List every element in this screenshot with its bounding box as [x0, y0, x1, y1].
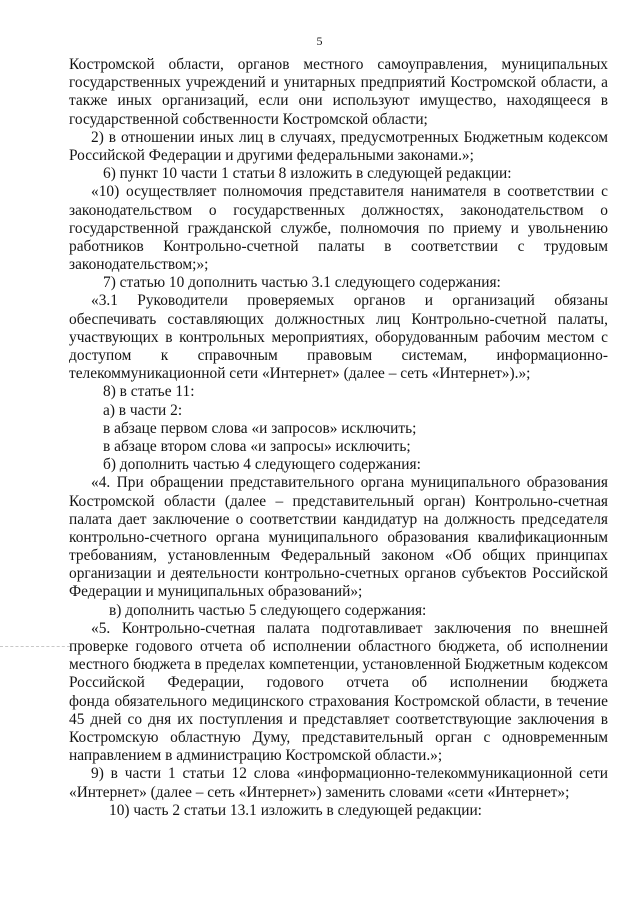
text-line: а) в части 2: [103, 401, 183, 419]
document-body [69, 56, 608, 820]
text-line: «10) осуществляет полномочия представителя нанимателя в соответствии с [91, 183, 608, 201]
text-line: б) дополнить частью 4 следующего содержания: [103, 456, 421, 474]
text-line: Костромскую областную Думу, представительный орган с одновременным [69, 728, 608, 746]
text-line: палата дает заключение о соответствии кандидатур на должность председателя [69, 510, 608, 528]
text-line: 10) часть 2 статьи 13.1 изложить в следующей редакции: [109, 801, 482, 819]
text-line: «Интернет» (далее – сеть «Интернет») заменить словами «сети «Интернет»; [69, 783, 570, 801]
text-line: контрольно-счетного органа муниципального образования квалификационным [69, 528, 608, 546]
text-line: Федерации и муниципальных образований»; [69, 583, 363, 601]
text-line: доступом к справочным правовым системам, информационно- [69, 347, 608, 364]
text-line: в абзаце первом слова «и запросов» исключить; [103, 419, 417, 437]
text-line: 45 дней со дня их поступления и представляет соответствующие заключения в [69, 710, 608, 728]
text-line: организации и деятельности контрольно-счетных органов субъектов Российской [69, 565, 608, 583]
text-line: Российской Федерации, годового отчета об исполнении бюджета [69, 674, 608, 692]
text-line: в абзаце втором слова «и запросы» исключить; [103, 437, 411, 455]
text-line: государственной гражданской службе, полномочия по приему и увольнению [69, 219, 608, 237]
text-line: также иных организаций, если они используют имущество, находящееся в [69, 92, 608, 110]
text-line: 2) в отношении иных лиц в случаях, предусмотренных Бюджетным кодексом [91, 128, 608, 146]
text-line: государственной собственности Костромской области; [69, 110, 428, 128]
text-line: законодательством;»; [69, 256, 209, 274]
text-line: Костромской области, органов местного самоуправления, муниципальных [69, 56, 608, 73]
text-line: 9) в части 1 статьи 12 слова «информационно-телекоммуникационной сети [91, 765, 608, 783]
text-line: участвующих в контрольных мероприятиях, оборудованным рабочим местом с [69, 328, 608, 346]
scan-artifact-line [0, 646, 70, 647]
text-line: телекоммуникационной сети «Интернет» (далее – сеть «Интернет»).»; [69, 365, 531, 383]
text-line: государственных учреждений и унитарных предприятий Костромской области, а [69, 74, 608, 92]
text-line: «5. Контрольно-счетная палата подготавливает заключения по внешней [91, 619, 608, 637]
text-line: 7) статью 10 дополнить частью 3.1 следующего содержания: [103, 274, 501, 292]
text-line: законодательством о государственных должностях, законодательством о [69, 201, 608, 219]
page-number: 5 [316, 34, 323, 48]
text-line: Российской Федерации и другими федеральными законами.»; [69, 146, 474, 164]
text-line: фонда обязательного медицинского страхования Костромской области, в течение [69, 692, 608, 710]
text-line: требованиям, установленным Федеральный законом «Об общих принципах [69, 547, 608, 565]
text-line: направлением в администрацию Костромской области.»; [69, 747, 443, 765]
text-line: «4. При обращении представительного органа муниципального образования [91, 474, 608, 492]
text-line: обеспечивать составляющих должностных лиц Контрольно-счетной палаты, [69, 310, 608, 328]
text-line: 6) пункт 10 части 1 статьи 8 изложить в следующей редакции: [103, 165, 512, 183]
text-line: 8) в статье 11: [103, 383, 195, 401]
text-line: «3.1 Руководители проверяемых органов и организаций обязаны [91, 292, 608, 310]
text-line: местного бюджета в пределах компетенции, установленной Бюджетным кодексом [69, 656, 608, 674]
text-line: в) дополнить частью 5 следующего содержания: [109, 601, 427, 619]
text-line: проверке годового отчета об исполнении областного бюджета, об исполнении [69, 638, 608, 655]
text-line: работников Контрольно-счетной палаты в соответствии с трудовым [69, 237, 608, 255]
text-line: Костромской области (далее – представительный орган) Контрольно-счетная [69, 492, 608, 510]
